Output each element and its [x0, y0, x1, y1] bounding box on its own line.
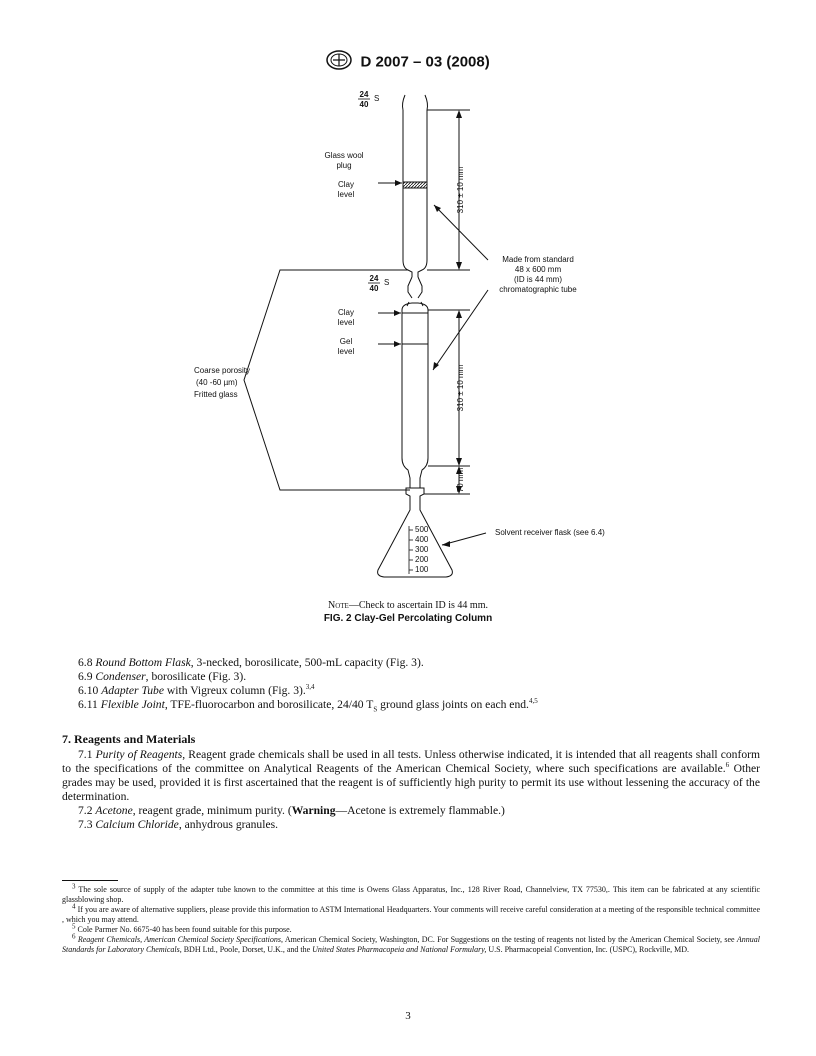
- made-from-label-1: Made from standard: [502, 255, 574, 264]
- joint-top-s: S: [374, 94, 380, 103]
- figure-caption: FIG. 2 Clay-Gel Percolating Column: [323, 613, 493, 624]
- joint-mid-numerator: 24: [369, 274, 379, 283]
- document-code: D 2007 – 03 (2008): [360, 53, 490, 71]
- receiver-label: Solvent receiver flask (see 6.4): [495, 528, 605, 537]
- clay-upper-label-1: Clay: [337, 180, 355, 189]
- para-7-2: 7.2 Acetone, reagent grade, minimum purity. (Warning—Acetone is extremely flammable.): [78, 804, 505, 817]
- section-6-items: [62, 656, 760, 712]
- item-6-8: 6.8 Round Bottom Flask, 3-necked, borosilicate, 500-mL capacity (Fig. 3).: [78, 656, 424, 669]
- joint-top-denominator: 40: [359, 100, 369, 109]
- made-from-label-3: (ID is 44 mm): [514, 275, 562, 284]
- lower-dimension-label: 310 ± 10 mm: [456, 364, 465, 412]
- clay-upper-label-2: level: [337, 190, 355, 199]
- page-number: 3: [405, 1010, 411, 1022]
- gel-level-label-2: level: [337, 347, 355, 356]
- made-from-label-4: chromatographic tube: [499, 285, 577, 294]
- footnotes: [62, 882, 761, 955]
- note-lead: Note: [328, 600, 349, 611]
- coarse-porosity-label-1: Coarse porosity: [194, 366, 251, 375]
- note-text: —Check to ascertain ID is 44 mm.: [348, 600, 488, 611]
- glass-wool-label-1: Glass wool: [324, 151, 364, 160]
- upper-dimension-label: 310 ± 10 mm: [456, 166, 465, 214]
- para-7-1: 7.1 Purity of Reagents, Reagent grade chemicals shall be used in all tests. Unless otherwise indicated, it is intended that all reagents shall conform to the specifications of the committee on Analytical Reagents of the American Chemical Society, where such specifications are available.$^6$ Other grades may be used, provided it is first ascertained that the reagent is of sufficiently high purity to permit its use without lessening the accuracy of the determination.: [62, 748, 761, 803]
- joint-mid-s: S: [384, 278, 390, 287]
- clay-lower-label-1: Clay: [337, 308, 355, 317]
- section-7-heading: 7. Reagents and Materials: [62, 732, 196, 746]
- made-from-label-2: 48 x 600 mm: [514, 265, 562, 274]
- footnote-rule: [62, 880, 118, 881]
- grad-500: 500: [415, 525, 429, 534]
- glass-wool-label-2: plug: [336, 161, 352, 170]
- gel-level-label-1: Gel: [339, 337, 353, 346]
- footnote-5: $^5$ Cole Parmer No. 6675-40 has been found suitable for this purpose.: [72, 922, 292, 934]
- coarse-porosity-label-3: Fritted glass: [194, 390, 238, 399]
- figure-note: [0, 600, 816, 611]
- astm-logo-icon: [326, 50, 352, 74]
- footnote-6: $^6$ Reagent Chemicals, American Chemical Society Specifications, American Chemical Society, Washington, DC. For Suggestions on the testing of reagents not listed by the American Chemical Society, see Annual Standards for Laboratory Chemicals, BDH Ltd., Poole, Dorset, U.K., and the United States Pharmacopeia and National Formulary, U.S. Pharmacopeial Convention, Inc. (USPC), Rockville, MD.: [62, 932, 761, 954]
- clay-gel-column-figure: [150, 80, 650, 595]
- item-6-10: 6.10 Adapter Tube with Vigreux column (Fig. 3).$^{3,4}$: [78, 683, 315, 697]
- item-6-11: 6.11 Flexible Joint, TFE-fluorocarbon and borosilicate, 24/40 $T_S$ ground glass joints on each end.$^{4,5}$: [78, 697, 538, 714]
- grad-200: 200: [415, 555, 429, 564]
- joint-mid-denominator: 40: [369, 284, 379, 293]
- coarse-porosity-label-2: (40 -60 µm): [196, 378, 238, 387]
- joint-top-numerator: 24: [359, 90, 369, 99]
- flask-dimension-label: 70 mm: [456, 467, 465, 493]
- item-6-9: 6.9 Condenser, borosilicate (Fig. 3).: [78, 670, 247, 683]
- clay-lower-label-2: level: [337, 318, 355, 327]
- page-header: [0, 50, 816, 74]
- grad-100: 100: [415, 565, 429, 574]
- para-7-3: 7.3 Calcium Chloride, anhydrous granules.: [78, 818, 278, 831]
- section-7: [62, 732, 760, 832]
- footnote-4: $^4$ If you are aware of alternative suppliers, please provide this information to ASTM International Headquarters. Your comments will receive careful consideration at a meeting of the responsible technical committee , which you may attend.: [62, 902, 760, 924]
- footnote-3: $^3$ The sole source of supply of the adapter tube known to the committee at this time is Owens Glass Apparatus, Inc., 128 River Road, Channelview, TX 77530,. This item can be fabricated at any scientific glassblowing shop.: [62, 882, 760, 904]
- grad-300: 300: [415, 545, 429, 554]
- grad-400: 400: [415, 535, 429, 544]
